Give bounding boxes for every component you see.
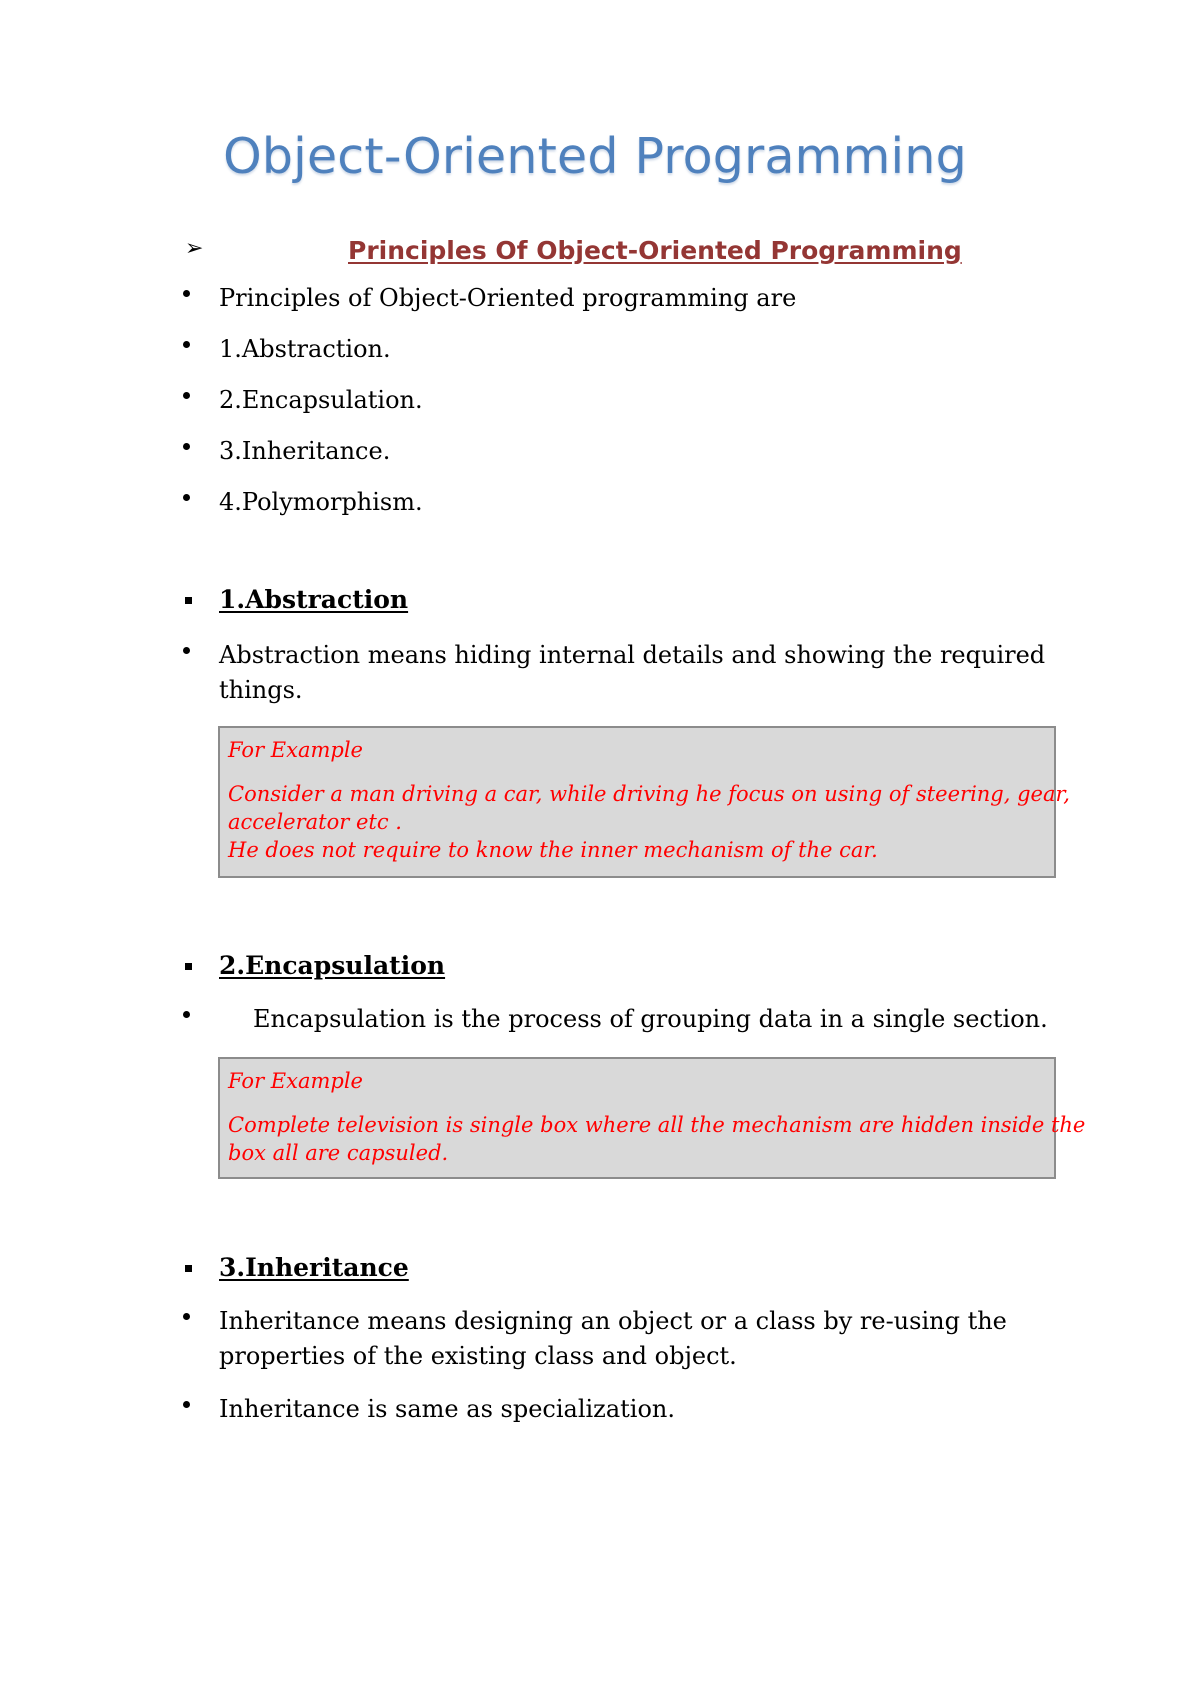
square-bullet-icon [185, 597, 192, 604]
round-bullet-icon [183, 1011, 190, 1018]
encapsulation-heading: 2.Encapsulation [219, 951, 446, 980]
abstraction-description [219, 638, 1049, 708]
encapsulation-description: Encapsulation is the process of grouping data in a single section. [253, 1005, 1048, 1033]
round-bullet-icon [183, 392, 190, 399]
principles-intro: Principles of Object-Oriented programming are [219, 284, 797, 312]
round-bullet-icon [183, 443, 190, 450]
example-line: accelerator etc . [228, 810, 402, 834]
inheritance-description-line2: properties of the existing class and object. [219, 1342, 737, 1370]
abstraction-heading: 1.Abstraction [219, 585, 409, 614]
round-bullet-icon [183, 1401, 190, 1408]
arrowhead-bullet-icon: ➢ [185, 236, 204, 261]
principle-abstraction: 1.Abstraction. [219, 335, 391, 363]
document-title: Object-Oriented Programming [223, 128, 967, 185]
inheritance-heading: 3.Inheritance [219, 1253, 409, 1282]
principle-polymorphism: 4.Polymorphism. [219, 488, 423, 516]
section-heading-row [185, 236, 1085, 270]
inheritance-note: Inheritance is same as specialization. [219, 1395, 675, 1423]
abstraction-description-line1: Abstraction means hiding internal details and showing the required [219, 641, 1046, 669]
square-bullet-icon [185, 963, 192, 970]
inheritance-description-line1: Inheritance means designing an object or a class by re-using the [219, 1307, 1007, 1335]
encapsulation-example-box [218, 1057, 1086, 1179]
example-label: For Example [228, 738, 363, 762]
principle-encapsulation: 2.Encapsulation. [219, 386, 423, 414]
round-bullet-icon [183, 647, 190, 654]
round-bullet-icon [183, 290, 190, 297]
square-bullet-icon [185, 1265, 192, 1272]
round-bullet-icon [183, 494, 190, 501]
principle-inheritance: 3.Inheritance. [219, 437, 391, 465]
round-bullet-icon [183, 1313, 190, 1320]
round-bullet-icon [183, 341, 190, 348]
example-line: Complete television is single box where all the mechanism are hidden inside the [228, 1113, 1086, 1137]
section-heading: Principles Of Object-Oriented Programming [348, 236, 962, 265]
abstraction-example-box [218, 726, 1070, 878]
example-line: He does not require to know the inner mechanism of the car. [228, 838, 878, 862]
example-line: box all are capsuled. [228, 1141, 449, 1165]
abstraction-description-line2: things. [219, 676, 303, 704]
example-line: Consider a man driving a car, while driving he focus on using of steering, gear, [228, 782, 1070, 806]
example-label: For Example [228, 1069, 363, 1093]
inheritance-description [219, 1304, 1049, 1374]
